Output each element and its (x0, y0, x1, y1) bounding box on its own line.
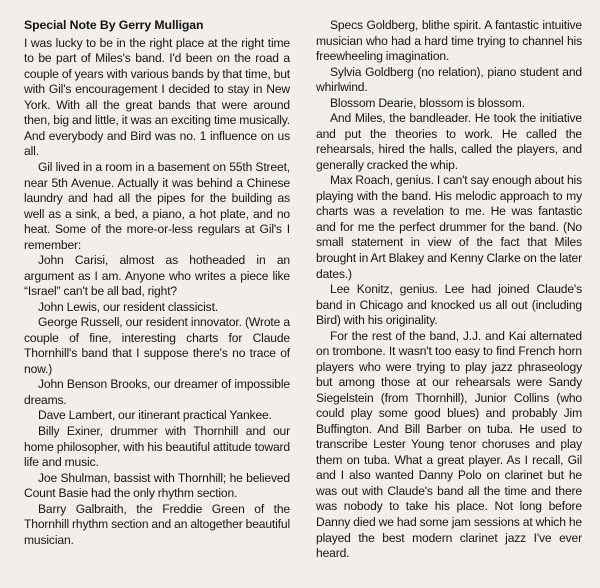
paragraph: And Miles, the bandleader. He took the initiative and put the theories to work. He called the rehearsals, hired the halls, called the players, and generally cracked the whip. (316, 111, 582, 172)
paragraph: I was lucky to be in the right place at the right time to be part of Miles's band. I'd been on the road a couple of years with various bands by that time, but with Gil's encouragement I decided to stay in New York. With all the great bands that were around then, big and little, it was an exciting time musically. And everybody and Bird was no. 1 influence on us all. (24, 35, 290, 159)
paragraph: George Russell, our resident innovator. (Wrote a couple of fine, interesting charts for Claude Thornhill's band that I suppose there's no trace of now.) (24, 315, 290, 376)
paragraph: John Benson Brooks, our dreamer of impossible dreams. (24, 377, 290, 407)
paragraph: Joe Shulman, bassist with Thornhill; he believed Count Basie had the only rhythm section. (24, 470, 290, 501)
page-title: Special Note By Gerry Mulligan (24, 18, 204, 32)
paragraph: Specs Goldberg, blithe spirit. A fantastic intuitive musician who had a hard time trying to channel his freewheeling imagination. (316, 18, 582, 64)
paragraph: Billy Exiner, drummer with Thornhill and our home philosopher, with his beautiful attitude toward life and music. (24, 424, 290, 470)
left-column (24, 18, 290, 578)
paragraph: Gil lived in a room in a basement on 55th Street, near 5th Avenue. Actually it was behind a Chinese laundry and had all the pipes for the building as well as a sink, a bed, a piano, a hot plate, and no heat. Some of the more-or-less regulars at Gil's I remember: (24, 159, 290, 252)
paragraph: John Carisi, almost as hotheaded in an argument as I am. Anyone who writes a piece like “Israel” can't be all bad, right? (24, 253, 290, 299)
right-column (316, 18, 582, 578)
paragraph: Dave Lambert, our itinerant practical Yankee. (38, 408, 272, 423)
paragraph: Max Roach, genius. I can't say enough about his playing with the band. His melodic approach to my charts was a revelation to me. He was fantastic and for me the perfect drummer for the band. (No small statement in view of the fact that Miles brought in Art Blakey and Kenny Clarke on the later dates.) (316, 173, 582, 281)
paragraph: Blossom Dearie, blossom is blossom. (330, 95, 525, 110)
paragraph: John Lewis, our resident classicist. (38, 299, 218, 314)
paragraph: Lee Konitz, genius. Lee had joined Claude's band in Chicago and knocked us all out (including Bird) with his originality. (316, 282, 582, 328)
paragraph: For the rest of the band, J.J. and Kai alternated on trombone. It wasn't too easy to find French horn players who were trying to play jazz phraseology but among those at our rehearsals were Sandy Siegelstein (from Thornhill), Junior Collins (who could play some good blues) and probably Jim Buffington. And Bill Barber on tuba. He used to transcribe Lester Young tenor choruses and play them on tuba. What a great player. As I recall, Gil and I also wanted Danny Polo on clarinet but he was out with Claude's band all the time and there was nobody to take his place. Not long before Danny died we had some jam sessions at which he played the best modern clarinet jazz I've ever heard. (316, 328, 582, 561)
two-column-layout (24, 18, 580, 578)
paragraph: Sylvia Goldberg (no relation), piano student and whirlwind. (316, 64, 582, 95)
paragraph: Barry Galbraith, the Freddie Green of the Thornhill rhythm section and an altogether beautiful musician. (24, 501, 290, 547)
